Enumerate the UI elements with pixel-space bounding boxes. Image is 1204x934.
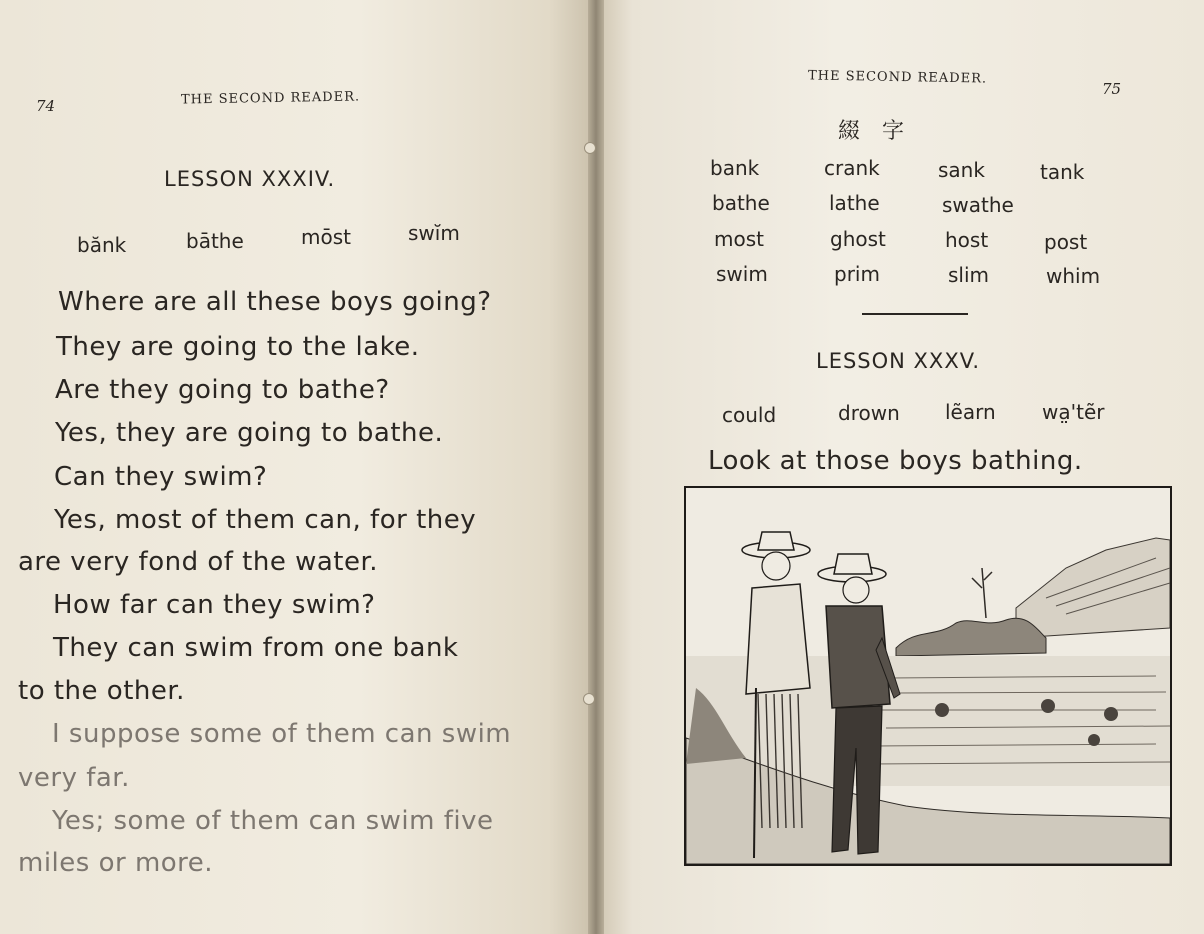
vocab-word: bănk (77, 233, 127, 257)
binding-hole (584, 142, 596, 154)
page-number-left: 74 (36, 97, 56, 115)
vocab-word: swĭm (408, 221, 460, 245)
binding-hole (583, 693, 595, 705)
reading-line: Yes, most of them can, for they (54, 505, 477, 535)
lesson-title-right: LESSON XXXV. (816, 349, 981, 373)
vocab-word: wa̤'tẽr (1042, 400, 1105, 424)
reading-line: Yes, they are going to bathe. (55, 418, 444, 448)
illustration-boys-by-lake (684, 486, 1172, 866)
vocab-word: drown (838, 401, 900, 425)
spelling-word: tank (1040, 160, 1085, 184)
reading-line: How far can they swim? (53, 590, 376, 620)
reading-line: Are they going to bathe? (55, 375, 390, 405)
lesson-title-left: LESSON XXXIV. (164, 167, 336, 191)
vocab-word: mōst (301, 225, 351, 249)
vocab-word: could (722, 403, 777, 427)
vocab-word: bāthe (186, 229, 244, 253)
spelling-word: host (945, 228, 989, 252)
reading-line: I suppose some of them can swim (52, 719, 512, 749)
reading-line: miles or more. (18, 848, 214, 878)
running-head-left: THE SECOND READER. (180, 89, 361, 108)
spelling-word: most (714, 227, 764, 251)
reading-line: They are going to the lake. (56, 332, 420, 362)
reading-line: Yes; some of them can swim five (52, 806, 494, 836)
spelling-word: bank (710, 156, 760, 180)
spelling-heading: 綴 字 (838, 119, 905, 144)
book-gutter (588, 0, 604, 934)
reading-line: Where are all these boys going? (58, 287, 492, 317)
spelling-word: prim (834, 262, 880, 286)
spelling-word: bathe (712, 191, 770, 215)
section-divider (862, 313, 968, 315)
page-number-right: 75 (1102, 80, 1122, 98)
vocab-word: lẽarn (945, 400, 996, 424)
spelling-word: crank (824, 156, 880, 180)
reading-line: very far. (18, 763, 130, 793)
reading-line: to the other. (18, 676, 185, 706)
reading-line: They can swim from one bank (53, 633, 459, 663)
spelling-word: swathe (942, 193, 1014, 217)
spelling-word: post (1044, 230, 1088, 254)
running-head-right: THE SECOND READER. (807, 68, 988, 87)
spelling-word: whim (1046, 264, 1101, 288)
engraving-drawing (686, 488, 1170, 864)
reading-line: Look at those boys bathing. (708, 446, 1083, 476)
spelling-word: ghost (830, 227, 886, 251)
spelling-word: slim (948, 263, 990, 287)
spelling-word: swim (716, 262, 768, 286)
reading-line: Can they swim? (54, 462, 268, 492)
spelling-word: lathe (829, 191, 880, 215)
spelling-word: sank (938, 158, 985, 182)
reading-line: are very fond of the water. (18, 547, 379, 577)
